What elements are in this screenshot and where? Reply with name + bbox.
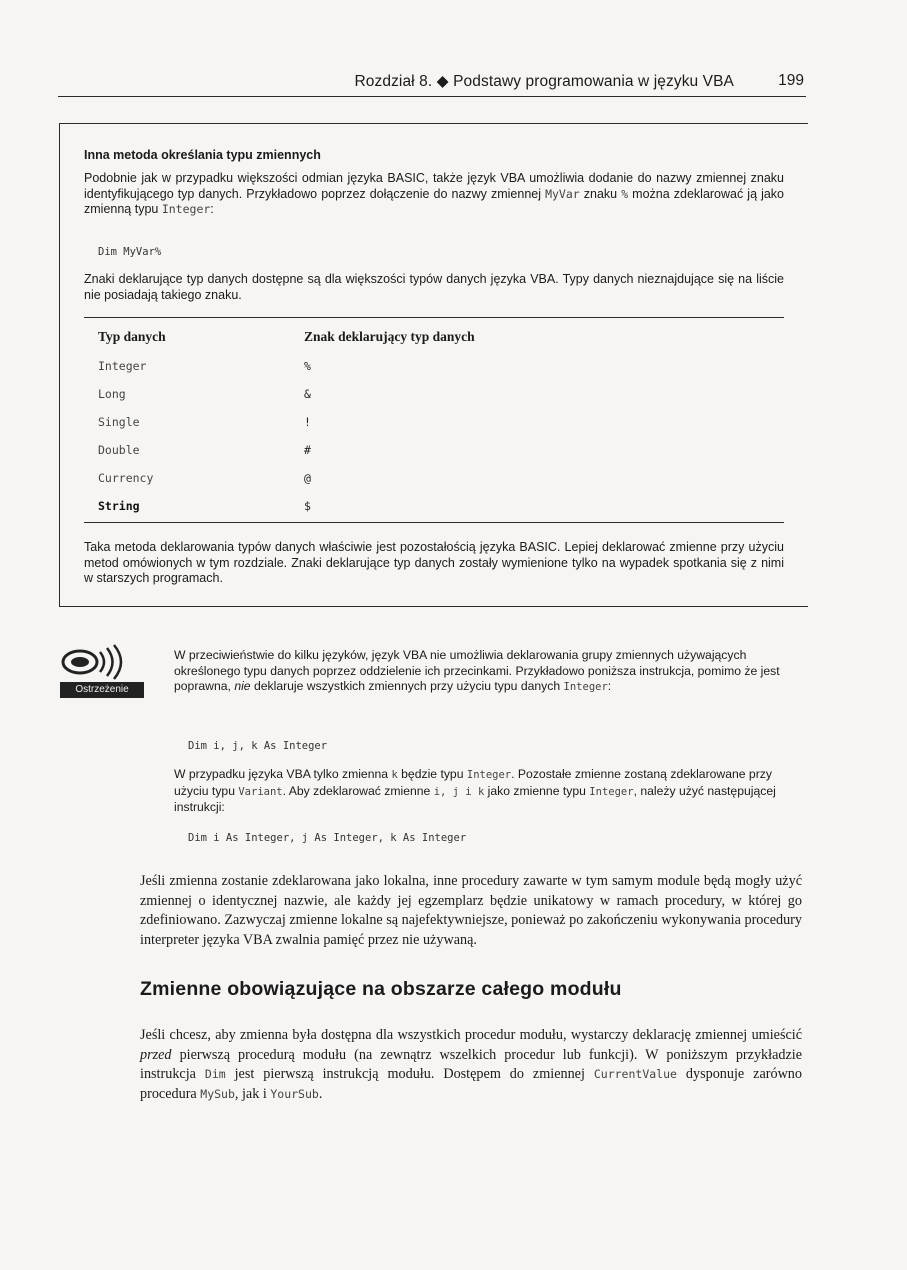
type-char: &	[304, 387, 311, 401]
sidebar-box	[59, 123, 808, 607]
inline-code: Integer	[466, 769, 512, 781]
inline-code: CurrentValue	[593, 1067, 677, 1081]
table-bottom-rule	[84, 522, 784, 523]
type-name: Single	[98, 415, 140, 429]
inline-code: %	[621, 186, 629, 201]
table-row	[84, 387, 784, 413]
warning-code-1: Dim i, j, k As Integer	[188, 740, 328, 752]
inline-code: MyVar	[545, 186, 580, 201]
inline-code: Integer	[563, 681, 608, 693]
page-number: 199	[778, 72, 804, 89]
table-row	[84, 415, 784, 441]
section-heading: Zmienne obowiązujące na obszarze całego modułu	[140, 978, 622, 1000]
type-char: $	[304, 499, 311, 513]
table-row	[84, 359, 784, 385]
table-row	[84, 471, 784, 497]
inline-code: MySub	[200, 1086, 235, 1101]
inline-code: Integer	[161, 202, 211, 216]
body-paragraph-1: Jeśli zmienna zostanie zdeklarowana jako lokalna, inne procedury zawarte w tym samym module będą mogły użyć zmiennej o identycznej nazwie, ale każdy jej egzemplarz będzie unikatowy w ramach procedury, w której go zdefiniowano. Zazwyczaj zmienne lokalne są najefektywniejsze, ponieważ po zakończeniu wykonywania procedury interpreter języka VBA zwalnia pamięć przez nie używaną.	[140, 873, 802, 948]
type-name: Long	[98, 387, 126, 401]
warning-paragraph-1: W przeciwieństwie do kilku języków, język VBA nie umożliwia deklarowania grupy zmiennych używających określonego typu danych poprzez oddzielenie ich przecinkami. Przykładowo poniższa instrukcja, pomimo że jest poprawna, nie deklaruje wszystkich zmiennych przy użyciu typu danych Integer:	[174, 648, 780, 693]
table-header-char: Znak deklarujący typ danych	[304, 329, 475, 344]
table-header-type: Typ danych	[98, 329, 166, 344]
inline-code: Variant	[238, 785, 283, 798]
inline-code: i, j i k	[433, 785, 485, 798]
warning-paragraph-2: W przypadku języka VBA tylko zmienna k będzie typu Integer. Pozostałe zmienne zostaną zdeklarowane przy użyciu typu Variant. Aby zdeklarować zmienne i, j i k jako zmienne typu Integer, należy użyć następującej instrukcji:	[174, 767, 776, 814]
sidebar-paragraph-3: Taka metoda deklarowania typów danych właściwie jest pozostałością języka BASIC. Lepiej deklarować zmienne przy użyciu metod omówionych w tym rozdziale. Znaki deklarujące typ danych zostały wymienione tylko na wypadek spotkania się z nimi w starszych programach.	[84, 540, 784, 585]
type-name: Double	[98, 443, 140, 457]
type-char: #	[304, 443, 311, 457]
sidebar-paragraph-2: Znaki deklarujące typ danych dostępne są dla większości typów danych języka VBA. Typy danych nieznajdujące się na liście nie posiadają takiego znaku.	[84, 272, 784, 302]
warning-code-2: Dim i As Integer, j As Integer, k As Integer	[188, 832, 467, 844]
inline-code: YourSub	[270, 1086, 319, 1101]
chapter-title: Rozdział 8. ◆ Podstawy programowania w języku VBA	[354, 73, 734, 90]
running-header	[58, 70, 806, 97]
inline-code: Dim	[204, 1067, 226, 1081]
type-char: @	[304, 471, 311, 485]
table-top-rule	[84, 317, 784, 318]
inline-code: Integer	[589, 785, 634, 798]
type-name: Integer	[98, 359, 147, 373]
sidebar-title: Inna metoda określania typu zmiennych	[84, 148, 321, 162]
table-row	[84, 443, 784, 469]
type-char: !	[304, 415, 311, 429]
speaker-icon	[60, 642, 144, 682]
type-char: %	[304, 359, 311, 373]
sidebar-code-line: Dim MyVar%	[98, 246, 162, 258]
sidebar-paragraph-1: Podobnie jak w przypadku większości odmian języka BASIC, także język VBA umożliwia dodanie do nazwy zmiennej znaku identyfikującego typ danych. Przykładowo poprzez dołączenie do nazwy zmiennej MyVar znaku % można zdeklarować ją jako zmienną typu Integer:	[84, 171, 785, 216]
body-paragraph-2: Jeśli chcesz, aby zmienna była dostępna dla wszystkich procedur modułu, wystarczy deklarację zmiennej umieścić przed pierwszą procedurą modułu (na zewnątrz wszelkich procedur lub funkcji). W poniższym przykładzie instrukcja Dim jest pierwszą instrukcją modułu. Dostępem do zmiennej CurrentValue dysponuje zarówno procedura MySub, jak i YourSub.	[140, 1027, 802, 1102]
type-name: String	[98, 499, 140, 513]
type-name: Currency	[98, 471, 154, 485]
warning-label: Ostrzeżenie	[60, 682, 144, 698]
inline-code: k	[391, 769, 398, 781]
